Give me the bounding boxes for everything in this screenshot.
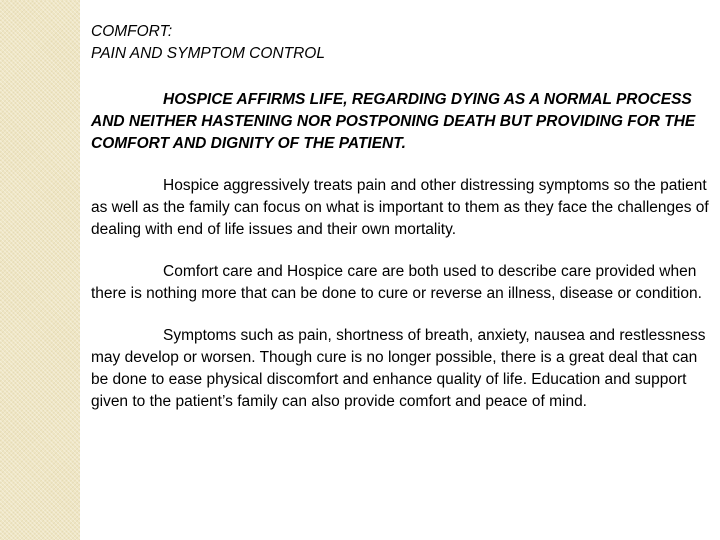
- paragraph-symptoms: Symptoms such as pain, shortness of breath, anxiety, nausea and restlessness may develop or worsen. Though cure is no longer possible, there is a great deal that can be done to ease physical discomfort and enhance quality of life. Education and support given to the patient’s family can also provide comfort and peace of mind.: [91, 327, 706, 410]
- paragraph-hospice-treatment: Hospice aggressively treats pain and other distressing symptoms so the patient as well as the family can focus on what is important to them as they face the challenges of dealing with end of life issues and their own mortality.: [91, 177, 709, 238]
- lead-statement: HOSPICE AFFIRMS LIFE, REGARDING DYING AS A NORMAL PROCESS AND NEITHER HASTENING NOR POSTPONING DEATH BUT PROVIDING FOR THE COMFORT AND DIGNITY OF THE PATIENT.: [91, 91, 696, 152]
- slide-title-line-2: PAIN AND SYMPTOM CONTROL: [91, 44, 325, 62]
- slide-content: [91, 21, 711, 413]
- decorative-side-stripe: [0, 0, 80, 540]
- slide-title-line-1: COMFORT:: [91, 23, 173, 40]
- paragraph-comfort-care: Comfort care and Hospice care are both used to describe care provided when there is nothing more that can be done to cure or reverse an illness, disease or condition.: [91, 263, 702, 302]
